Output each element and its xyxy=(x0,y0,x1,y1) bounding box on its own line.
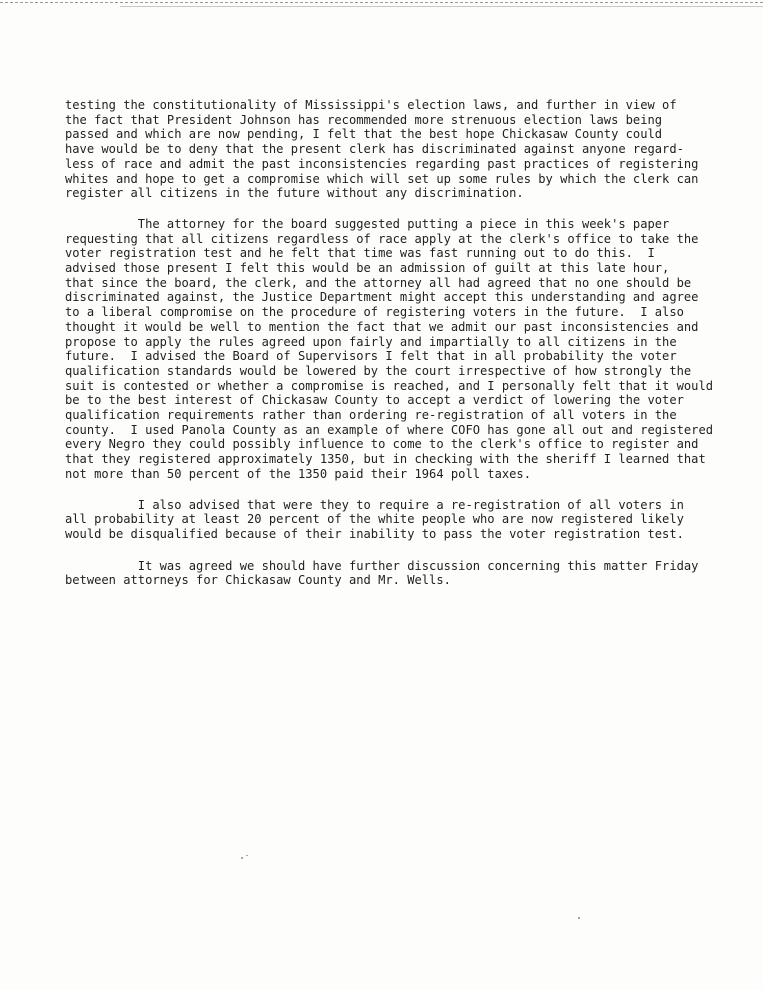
text-line: register all citizens in the future without any discrimination. xyxy=(65,186,524,201)
text-line: county. I used Panola County as an example of where COFO has gone all out and registered xyxy=(65,422,714,437)
text-line: have would be to deny that the present clerk has discriminated against anyone regard- xyxy=(65,142,684,157)
text-line: The attorney for the board suggested putting a piece in this week's paper xyxy=(65,216,670,231)
text-line: thought it would be well to mention the fact that we admit our past inconsistencies and xyxy=(65,319,699,334)
scan-speck xyxy=(246,855,248,856)
scan-speck xyxy=(578,917,580,919)
document-body xyxy=(65,98,745,588)
page-top-rule xyxy=(120,6,763,7)
paragraph-4 xyxy=(65,559,745,588)
page-top-edge xyxy=(0,2,763,3)
text-line: that they registered approximately 1350, but in checking with the sheriff I learned that xyxy=(65,452,706,467)
text-line: not more than 50 percent of the 1350 paid their 1964 poll taxes. xyxy=(65,466,531,481)
paragraph-2 xyxy=(65,217,745,482)
text-line: passed and which are now pending, I felt that the best hope Chickasaw County could xyxy=(65,127,663,142)
text-line: the fact that President Johnson has recommended more strenuous election laws being xyxy=(65,112,663,127)
text-line: be to the best interest of Chickasaw County to accept a verdict of lowering the voter xyxy=(65,393,684,408)
text-line: suit is contested or whether a compromise is reached, and I personally felt that it would xyxy=(65,378,714,393)
paragraph-1 xyxy=(65,98,745,201)
scan-speck xyxy=(241,857,243,859)
text-line: It was agreed we should have further discussion concerning this matter Friday xyxy=(65,558,699,573)
text-line: propose to apply the rules agreed upon fairly and impartially to all citizens in the xyxy=(65,334,677,349)
text-line: future. I advised the Board of Supervisors I felt that in all probability the voter xyxy=(65,349,677,364)
text-line: requesting that all citizens regardless of race apply at the clerk's office to take the xyxy=(65,231,699,246)
text-line: all probability at least 20 percent of the white people who are now registered likely xyxy=(65,512,684,527)
text-line: I also advised that were they to require a re-registration of all voters in xyxy=(65,497,684,512)
paragraph-3 xyxy=(65,498,745,542)
text-line: between attorneys for Chickasaw County and Mr. Wells. xyxy=(65,573,451,588)
text-line: every Negro they could possibly influence to come to the clerk's office to register and xyxy=(65,437,699,452)
text-line: voter registration test and he felt that time was fast running out to do this. I xyxy=(65,246,655,261)
text-line: discriminated against, the Justice Department might accept this understanding and agree xyxy=(65,290,699,305)
text-line: advised those present I felt this would be an admission of guilt at this late hour, xyxy=(65,261,670,276)
text-line: qualification standards would be lowered by the court irrespective of how strongly the xyxy=(65,363,692,378)
text-line: less of race and admit the past inconsistencies regarding past practices of registering xyxy=(65,156,699,171)
text-line: that since the board, the clerk, and the attorney all had agreed that no one should be xyxy=(65,275,692,290)
text-line: whites and hope to get a compromise which will set up some rules by which the clerk can xyxy=(65,171,699,186)
text-line: testing the constitutionality of Mississippi's election laws, and further in view of xyxy=(65,98,677,112)
text-line: qualification requirements rather than ordering re-registration of all voters in the xyxy=(65,408,677,423)
text-line: to a liberal compromise on the procedure of registering voters in the future. I also xyxy=(65,305,684,320)
text-line: would be disqualified because of their inability to pass the voter registration test. xyxy=(65,526,684,541)
